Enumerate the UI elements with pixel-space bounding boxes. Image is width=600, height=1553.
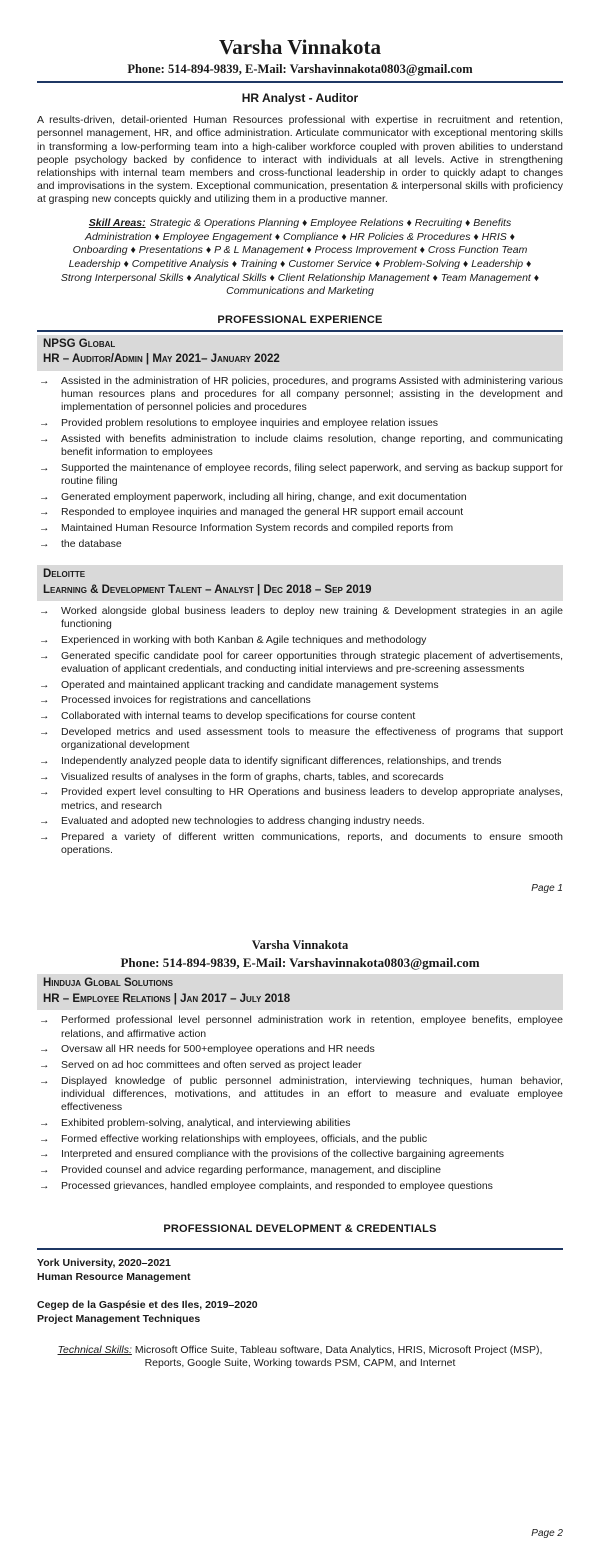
arrow-bullet-icon: → (39, 786, 50, 799)
bullet-text: Displayed knowledge of public personnel administration, interviewing techniques, human behavior, individual differences, motivations, and attitudes in an effort to measure and evaluate employee effectiveness (61, 1074, 563, 1114)
experience-divider (37, 330, 563, 332)
bullet-text: Supported the maintenance of employee records, filing select paperwork, and serving as backup support for routine filing (61, 461, 563, 488)
education-school: Cegep de la Gaspésie et des Iles, 2019–2020 (37, 1299, 258, 1312)
bullet-item (37, 650, 563, 676)
arrow-bullet-icon: → (39, 1132, 50, 1145)
job-company: NPSG Global (43, 337, 116, 350)
bullet-text: Operated and maintained applicant tracking and candidate management systems (61, 678, 439, 691)
bullet-item (37, 1059, 563, 1072)
arrow-bullet-icon: → (39, 375, 50, 387)
candidate-name-page2: Varsha Vinnakota (251, 938, 349, 953)
bullet-text: Prepared a variety of different written communications, reports, and documents to ensure smooth operations. (61, 830, 563, 857)
bullet-item (37, 1075, 563, 1115)
bullet-item (37, 605, 563, 631)
arrow-bullet-icon: → (39, 770, 50, 783)
bullet-item (37, 726, 563, 752)
bullet-item (37, 1148, 563, 1161)
bullet-text: Processed grievances, handled employee complaints, and responded to employee questions (61, 1179, 493, 1192)
arrow-bullet-icon: → (39, 417, 50, 430)
bullet-text: Served on ad hoc committees and often served as project leader (61, 1059, 362, 1072)
bullet-text: Responded to employee inquiries and managed the general HR support email account (61, 506, 464, 519)
bullet-text: Exhibited problem-solving, analytical, and interviewing abilities (61, 1116, 351, 1129)
arrow-bullet-icon: → (39, 1074, 50, 1087)
technical-skills-label: Technical Skills: (57, 1343, 132, 1356)
bullet-text: Experienced in working with both Kanban & Agile techniques and methodology (61, 634, 427, 647)
bullet-item (37, 771, 563, 784)
arrow-bullet-icon: → (39, 490, 50, 503)
arrow-bullet-icon: → (39, 694, 50, 707)
summary-paragraph: A results-driven, detail-oriented Human Resources professional with expertise in recruitment and retention, personnel management, HR, and office administration. Articulate communicator with exceptional mentoring skills in transforming a low-performing team into a high-caliber workforce coupled with proven abilities to understand people psychology backed by confidence to interact with individuals at all levels. Active in strengthening relationships with internal team members and cross-functional leadership in order to quickly adapt to changes and improvisations in the system. Exceptional communication, presentation & interpersonal skills with proficiency at grasping new concepts quickly and utilizing them in a productive manner. (37, 114, 563, 206)
arrow-bullet-icon: → (39, 754, 50, 767)
candidate-name: Varsha Vinnakota (218, 35, 382, 59)
header-divider (37, 81, 563, 83)
experience-jobs-page1 (37, 335, 563, 857)
arrow-bullet-icon: → (39, 1179, 50, 1192)
bullet-text: Provided problem resolutions to employee inquiries and employee relation issues (61, 417, 439, 430)
contact-line: Phone: 514-894-9839, E-Mail: Varshavinnakota0803@gmail.com (127, 62, 473, 77)
technical-skills-text: Microsoft Office Suite, Tableau software, Data Analytics, HRIS, Microsoft Project (MSP), Reports, Google Suite, Working towards PSM, CAPM, and Internet (134, 1343, 543, 1370)
page1-number: Page 1 (531, 883, 563, 895)
job-header-bar (37, 974, 563, 1010)
arrow-bullet-icon: → (39, 522, 50, 535)
experience-jobs-page2 (37, 974, 563, 1193)
bullet-item (37, 1133, 563, 1146)
job-company: Hinduja Global Solutions (43, 977, 173, 990)
bullet-item (37, 506, 563, 519)
bullet-text: Maintained Human Resource Information System records and compiled reports from (61, 522, 454, 535)
technical-skills (37, 1344, 563, 1371)
job-bullet-list (37, 1014, 563, 1193)
bullet-text: Assisted with benefits administration to include claims resolution, change reporting, and communicating benefit information to employees (61, 432, 563, 459)
bullet-item (37, 679, 563, 692)
arrow-bullet-icon: → (39, 634, 50, 647)
bullet-text: Generated employment paperwork, including all hiring, change, and exit documentation (61, 490, 467, 503)
bullet-text: Oversaw all HR needs for 500+employee operations and HR needs (61, 1043, 375, 1056)
bullet-text: Developed metrics and used assessment tools to measure the effectiveness of programs that support organizational development (61, 725, 563, 752)
arrow-bullet-icon: → (39, 678, 50, 691)
arrow-bullet-icon: → (39, 537, 50, 550)
bullet-item (37, 786, 563, 812)
bullet-item (37, 522, 563, 535)
job-header-bar (37, 335, 563, 371)
bullet-text: Collaborated with internal teams to develop specifications for course content (61, 710, 416, 723)
bullet-text: Processed invoices for registrations and cancellations (61, 694, 311, 707)
bullet-item (37, 538, 563, 551)
bullet-text: Provided counsel and advice regarding performance, management, and discipline (61, 1164, 441, 1177)
arrow-bullet-icon: → (39, 1164, 50, 1177)
bullet-text: Evaluated and adopted new technologies to address changing industry needs. (61, 815, 425, 828)
contact-line-page2: Phone: 514-894-9839, E-Mail: Varshavinnakota0803@gmail.com (120, 955, 480, 971)
education-school: York University, 2020–2021 (37, 1257, 171, 1270)
bullet-item (37, 1117, 563, 1130)
bullet-text: Assisted in the administration of HR policies, procedures, and programs Assisted with administering various human resources plans and procedures for all company personnel; assisting in the development and implementation of personnel policies and procedures (61, 375, 563, 414)
job-bullet-list (37, 375, 563, 551)
bullet-item (37, 433, 563, 459)
bullet-item (37, 1164, 563, 1177)
job-title: HR – Auditor/Admin | May 2021– January 2022 (43, 353, 280, 366)
bullet-item (37, 710, 563, 723)
arrow-bullet-icon: → (39, 1116, 50, 1129)
arrow-bullet-icon: → (39, 605, 50, 618)
job-bullet-list (37, 605, 563, 857)
bullet-text: Provided expert level consulting to HR Operations and business leaders to develop appropriate analyses, metrics, and research (61, 786, 563, 812)
credentials-divider (37, 1248, 563, 1250)
education-entry (37, 1257, 563, 1284)
job-header-bar (37, 565, 563, 601)
bullet-text: Interpreted and ensured compliance with the provisions of the collective bargaining agreements (61, 1148, 505, 1161)
skill-areas-label: Skill Areas: (88, 217, 146, 230)
page2-number: Page 2 (531, 1528, 563, 1539)
education-entry (37, 1299, 563, 1326)
bullet-text: Generated specific candidate pool for career opportunities through strategic placement of advertisements, evaluation of applicant credentials, and conducting initial interviews and pre-screening assessments (61, 649, 563, 676)
bullet-item (37, 1043, 563, 1056)
credentials-heading: PROFESSIONAL DEVELOPMENT & CREDENTIALS (163, 1223, 437, 1236)
bullet-item (37, 755, 563, 768)
arrow-bullet-icon: → (39, 461, 50, 474)
arrow-bullet-icon: → (39, 815, 50, 828)
job-section (37, 565, 563, 857)
arrow-bullet-icon: → (39, 1148, 50, 1161)
education-program: Human Resource Management (37, 1270, 191, 1283)
bullet-text: Performed professional level personnel administration work in retention, employee benefits, employee relations, and affirmative action (61, 1014, 563, 1040)
bullet-item (37, 694, 563, 707)
bullet-item (37, 831, 563, 857)
bullet-text: Visualized results of analyses in the form of graphs, charts, tables, and scorecards (61, 770, 444, 783)
arrow-bullet-icon: → (39, 432, 50, 445)
bullet-item (37, 491, 563, 504)
bullet-item (37, 417, 563, 430)
bullet-text: Formed effective working relationships with employees, officials, and the public (61, 1132, 428, 1145)
arrow-bullet-icon: → (39, 1014, 50, 1027)
job-section (37, 974, 563, 1193)
skill-areas-text: Strategic & Operations Planning ♦ Employee Relations ♦ Recruiting ♦ Benefits Administration ♦ Employee Engagement ♦ Compliance ♦ HR Policies & Procedures ♦ HRIS ♦ Onboarding ♦ Presentations ♦ P & L Management ♦ Process Improvement ♦ Cross Function Team Leadership ♦ Competitive Analysis ♦ Training ♦ Customer Service ♦ Problem-Solving ♦ Leadership ♦ Strong Interpersonal Skills ♦ Analytical Skills ♦ Client Relationship Management ♦ Team Management ♦ Communications and Marketing (60, 217, 540, 298)
bullet-item (37, 375, 563, 415)
job-title: HR – Employee Relations | Jan 2017 – July 2018 (43, 992, 291, 1005)
job-section (37, 335, 563, 551)
bullet-text: the database (61, 537, 122, 550)
arrow-bullet-icon: → (39, 725, 50, 738)
arrow-bullet-icon: → (39, 1043, 50, 1056)
bullet-item (37, 815, 563, 828)
job-company: Deloitte (43, 568, 86, 581)
skill-areas (59, 217, 541, 299)
arrow-bullet-icon: → (39, 710, 50, 723)
bullet-item (37, 634, 563, 647)
arrow-bullet-icon: → (39, 830, 50, 843)
resume-title: HR Analyst - Auditor (241, 91, 359, 106)
experience-heading: PROFESSIONAL EXPERIENCE (217, 313, 383, 326)
arrow-bullet-icon: → (39, 506, 50, 519)
bullet-item (37, 1180, 563, 1193)
arrow-bullet-icon: → (39, 649, 50, 662)
bullet-item (37, 462, 563, 488)
education-program: Project Management Techniques (37, 1312, 201, 1325)
bullet-text: Worked alongside global business leaders to deploy new training & Development strategies in an agile functioning (61, 605, 563, 631)
arrow-bullet-icon: → (39, 1059, 50, 1072)
job-title: Learning & Development Talent – Analyst | Dec 2018 – Sep 2019 (43, 583, 372, 596)
bullet-item (37, 1014, 563, 1040)
bullet-text: Independently analyzed people data to identify significant differences, relationships, and trends (61, 754, 502, 767)
